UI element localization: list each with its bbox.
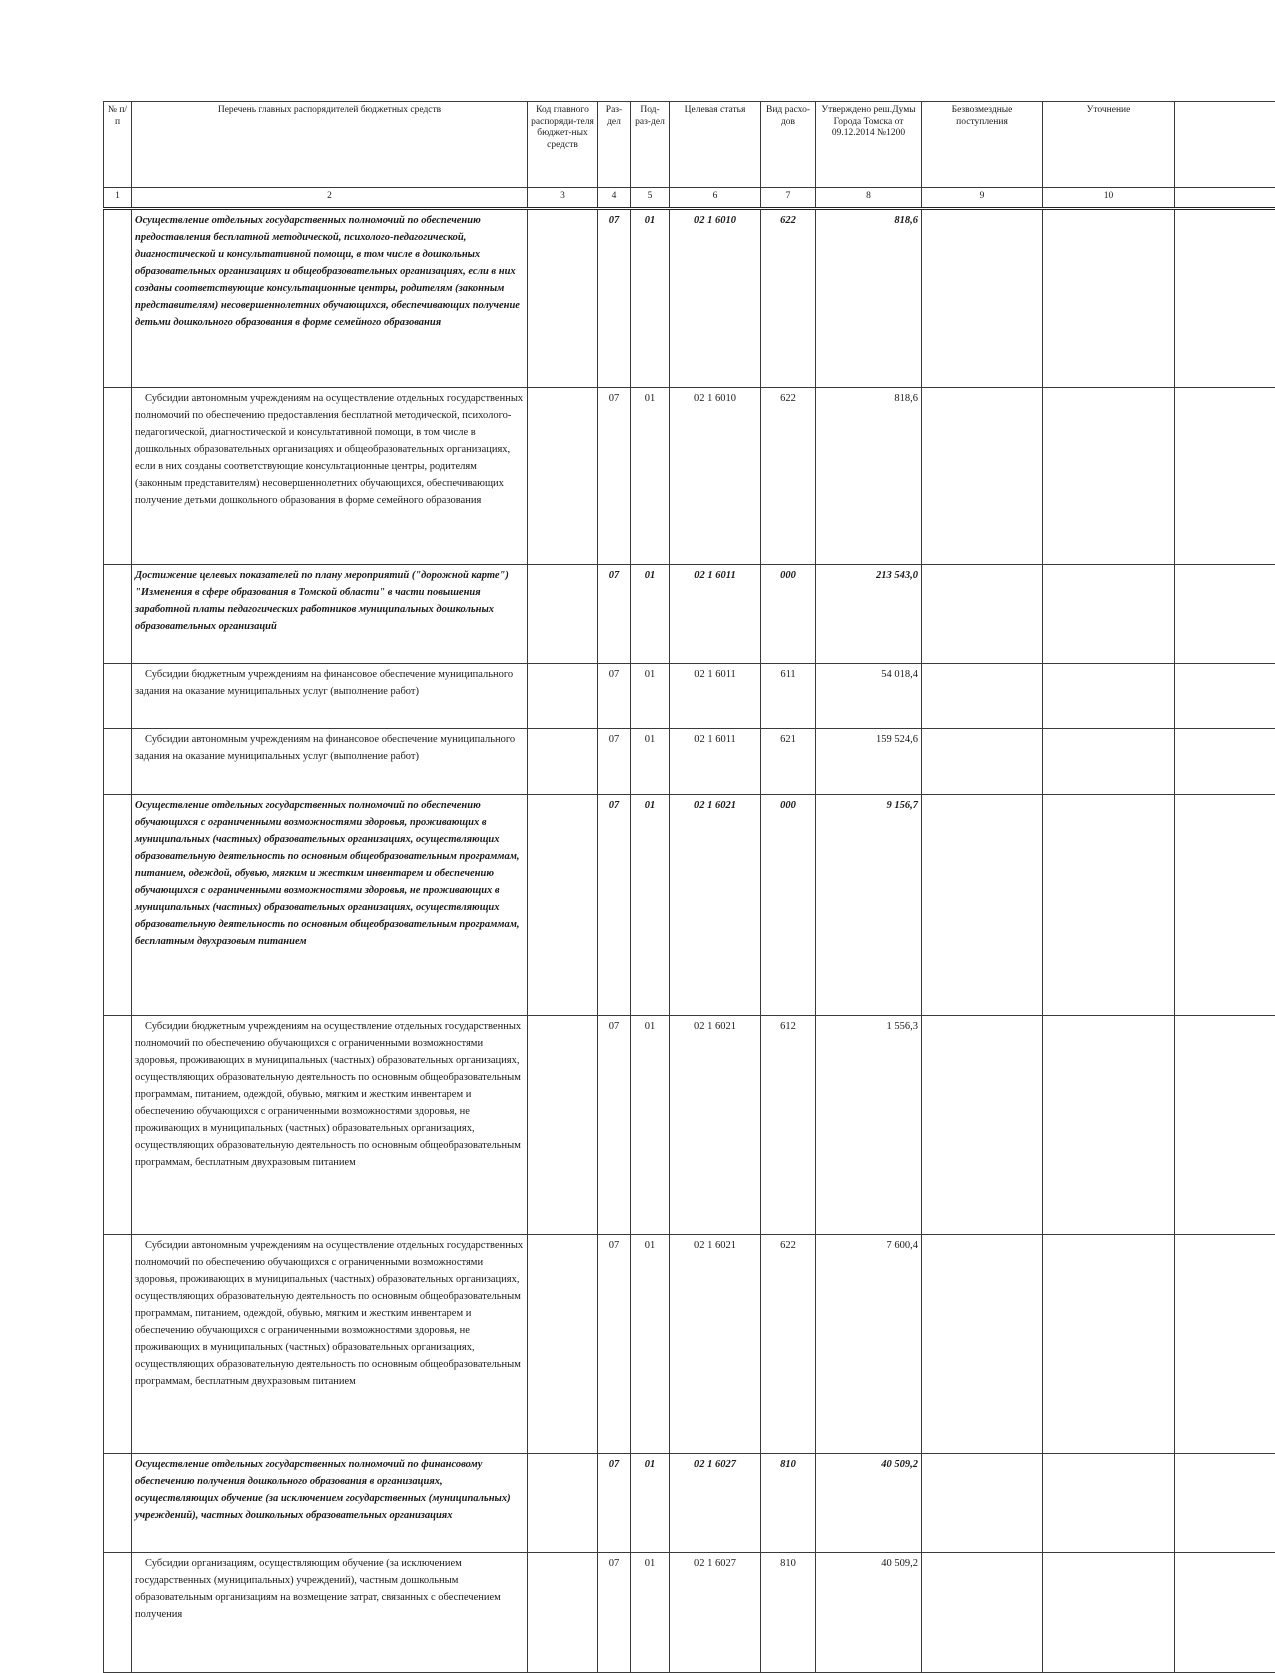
row-subsection: 01 [631, 795, 670, 1016]
row-subsection: 01 [631, 1454, 670, 1553]
row-name: Субсидии бюджетным учреждениям на финансовое обеспечение муниципального задания на оказание муниципальных услуг (выполнение работ) [132, 664, 528, 729]
budget-table [103, 101, 1275, 1673]
row-type: 622 [761, 388, 816, 565]
header-refinement: Уточнение [1043, 102, 1175, 188]
row-no [104, 209, 132, 388]
row-subsection: 01 [631, 1235, 670, 1454]
row-cutoff [1175, 729, 1275, 795]
row-target: 02 1 6027 [670, 1553, 761, 1673]
row-amount: 818,6 [816, 209, 922, 388]
row-grants [922, 565, 1043, 664]
row-subsection: 01 [631, 209, 670, 388]
row-no [104, 1454, 132, 1553]
row-no [104, 664, 132, 729]
table-row [104, 1235, 1275, 1454]
row-amount: 7 600,4 [816, 1235, 922, 1454]
row-cutoff [1175, 1235, 1275, 1454]
row-cutoff [1175, 664, 1275, 729]
table-row [104, 209, 1275, 388]
row-grants [922, 1553, 1043, 1673]
row-target: 02 1 6011 [670, 664, 761, 729]
table-row [104, 388, 1275, 565]
row-subsection: 01 [631, 388, 670, 565]
column-number-cutoff [1175, 188, 1275, 209]
row-subsection: 01 [631, 664, 670, 729]
column-number: 7 [761, 188, 816, 209]
table-row [104, 795, 1275, 1016]
row-no [104, 1235, 132, 1454]
row-target: 02 1 6010 [670, 209, 761, 388]
row-name: Субсидии организациям, осуществляющим обучение (за исключением государственных (муниципальных) учреждений), частным дошкольным образовательным организациям на возмещение затрат, связанных с обеспечением получения [132, 1553, 528, 1673]
row-refinement [1043, 664, 1175, 729]
row-section: 07 [598, 664, 631, 729]
row-refinement [1043, 1553, 1175, 1673]
table-row [104, 664, 1275, 729]
column-number: 6 [670, 188, 761, 209]
row-cutoff [1175, 565, 1275, 664]
row-type: 621 [761, 729, 816, 795]
row-target: 02 1 6021 [670, 1235, 761, 1454]
row-cutoff [1175, 388, 1275, 565]
row-grants [922, 729, 1043, 795]
row-target: 02 1 6011 [670, 729, 761, 795]
row-type: 810 [761, 1454, 816, 1553]
row-name: Достижение целевых показателей по плану мероприятий ("дорожной карте") "Изменения в сфере образования в Томской области" в части повышения заработной платы педагогических работников муниципальных дошкольных образовательных организаций [132, 565, 528, 664]
row-cutoff [1175, 1454, 1275, 1553]
row-subsection: 01 [631, 1553, 670, 1673]
row-code [528, 1016, 598, 1235]
row-type: 622 [761, 209, 816, 388]
column-number-row [104, 188, 1275, 209]
row-section: 07 [598, 1016, 631, 1235]
table-row [104, 1454, 1275, 1553]
row-refinement [1043, 388, 1175, 565]
header-section: Раз-дел [598, 102, 631, 188]
row-no [104, 795, 132, 1016]
row-amount: 40 509,2 [816, 1553, 922, 1673]
row-code [528, 209, 598, 388]
row-code [528, 565, 598, 664]
row-no [104, 729, 132, 795]
row-type: 810 [761, 1553, 816, 1673]
table-row [104, 729, 1275, 795]
row-no [104, 565, 132, 664]
row-refinement [1043, 1016, 1175, 1235]
row-target: 02 1 6027 [670, 1454, 761, 1553]
header-expense-type: Вид расхо-дов [761, 102, 816, 188]
table-row [104, 1016, 1275, 1235]
row-grants [922, 664, 1043, 729]
row-code [528, 729, 598, 795]
row-code [528, 795, 598, 1016]
row-cutoff [1175, 795, 1275, 1016]
row-target: 02 1 6011 [670, 565, 761, 664]
row-amount: 213 543,0 [816, 565, 922, 664]
row-section: 07 [598, 729, 631, 795]
row-refinement [1043, 795, 1175, 1016]
row-section: 07 [598, 388, 631, 565]
row-refinement [1043, 1454, 1175, 1553]
row-type: 612 [761, 1016, 816, 1235]
header-row [104, 102, 1275, 188]
row-section: 07 [598, 209, 631, 388]
row-cutoff [1175, 209, 1275, 388]
header-target: Целевая статья [670, 102, 761, 188]
row-refinement [1043, 565, 1175, 664]
row-amount: 9 156,7 [816, 795, 922, 1016]
row-refinement [1043, 209, 1175, 388]
row-code [528, 1454, 598, 1553]
row-amount: 1 556,3 [816, 1016, 922, 1235]
row-subsection: 01 [631, 565, 670, 664]
row-no [104, 388, 132, 565]
column-number: 2 [132, 188, 528, 209]
row-code [528, 1235, 598, 1454]
row-section: 07 [598, 1553, 631, 1673]
row-type: 611 [761, 664, 816, 729]
header-name: Перечень главных распорядителей бюджетных средств [132, 102, 528, 188]
header-cutoff-cell [1175, 102, 1275, 188]
header-no: № п/п [104, 102, 132, 188]
column-number: 9 [922, 188, 1043, 209]
row-no [104, 1016, 132, 1235]
header-code: Код главного распоряди-теля бюджет-ных средств [528, 102, 598, 188]
row-name: Субсидии автономным учреждениям на осуществление отдельных государственных полномочий по обеспечению обучающихся с ограниченными возможностями здоровья, проживающих в муниципальных (частных) образовательных организациях, осуществляющих образовательную деятельность по основным общеобразовательным программам, питанием, одеждой, обувью, мягким и жестким инвентарем и обеспечению обучающихся с ограниченными возможностями здоровья, не проживающих в муниципальных (частных) образовательных организациях, осуществляющих образовательную деятельность по основным общеобразовательным программам, бесплатным двухразовым питанием [132, 1235, 528, 1454]
row-code [528, 1553, 598, 1673]
row-name: Осуществление отдельных государственных полномочий по финансовому обеспечению получения дошкольного образования в организациях, осуществляющих обучение (за исключением государственных (муниципальных) учреждений), частных дошкольных образовательных организациях [132, 1454, 528, 1553]
row-amount: 818,6 [816, 388, 922, 565]
row-name: Субсидии бюджетным учреждениям на осуществление отдельных государственных полномочий по обеспечению обучающихся с ограниченными возможностями здоровья, проживающих в муниципальных (частных) образовательных организациях, осуществляющих образовательную деятельность по основным общеобразовательным программам, питанием, одеждой, обувью, мягким и жестким инвентарем и обеспечению обучающихся с ограниченными возможностями здоровья, не проживающих в муниципальных (частных) образовательных организациях, осуществляющих образовательную деятельность по основным общеобразовательным программам, бесплатным двухразовым питанием [132, 1016, 528, 1235]
row-grants [922, 209, 1043, 388]
row-target: 02 1 6010 [670, 388, 761, 565]
row-type: 622 [761, 1235, 816, 1454]
column-number: 1 [104, 188, 132, 209]
table-row [104, 1553, 1275, 1673]
row-type: 000 [761, 795, 816, 1016]
column-number: 5 [631, 188, 670, 209]
row-subsection: 01 [631, 1016, 670, 1235]
row-section: 07 [598, 795, 631, 1016]
column-number: 4 [598, 188, 631, 209]
row-name: Осуществление отдельных государственных полномочий по обеспечению предоставления бесплатной методической, психолого-педагогической, диагностической и консультативной помощи, в том числе в дошкольных образовательных организациях и общеобразовательных организациях, если в них созданы соответствующие консультационные центры, родителям (законным представителям) несовершеннолетних обучающихся, обеспечивающих получение детьми дошкольного образования в форме семейного образования [132, 209, 528, 388]
row-grants [922, 388, 1043, 565]
row-cutoff [1175, 1016, 1275, 1235]
row-grants [922, 1016, 1043, 1235]
column-number: 10 [1043, 188, 1175, 209]
column-number: 8 [816, 188, 922, 209]
row-refinement [1043, 1235, 1175, 1454]
row-name: Субсидии автономным учреждениям на осуществление отдельных государственных полномочий по обеспечению предоставления бесплатной методической, психолого-педагогической, диагностической и консультативной помощи, в том числе в дошкольных образовательных организациях и общеобразовательных организациях, если в них созданы соответствующие консультационные центры, родителям (законным представителям) несовершеннолетних обучающихся, обеспечивающих получение детьми дошкольного образования в форме семейного образования [132, 388, 528, 565]
row-section: 07 [598, 565, 631, 664]
row-target: 02 1 6021 [670, 1016, 761, 1235]
row-code [528, 664, 598, 729]
row-type: 000 [761, 565, 816, 664]
table-row [104, 565, 1275, 664]
row-amount: 54 018,4 [816, 664, 922, 729]
column-number: 3 [528, 188, 598, 209]
row-grants [922, 1454, 1043, 1553]
row-section: 07 [598, 1235, 631, 1454]
row-code [528, 388, 598, 565]
row-amount: 40 509,2 [816, 1454, 922, 1553]
header-grants: Безвозмездные поступления [922, 102, 1043, 188]
row-name: Субсидии автономным учреждениям на финансовое обеспечение муниципального задания на оказание муниципальных услуг (выполнение работ) [132, 729, 528, 795]
row-subsection: 01 [631, 729, 670, 795]
row-section: 07 [598, 1454, 631, 1553]
row-cutoff [1175, 1553, 1275, 1673]
row-grants [922, 795, 1043, 1016]
row-target: 02 1 6021 [670, 795, 761, 1016]
row-amount: 159 524,6 [816, 729, 922, 795]
row-refinement [1043, 729, 1175, 795]
header-approved: Утверждено реш.Думы Города Томска от 09.12.2014 №1200 [816, 102, 922, 188]
row-name: Осуществление отдельных государственных полномочий по обеспечению обучающихся с ограниченными возможностями здоровья, проживающих в муниципальных (частных) образовательных организациях, осуществляющих образовательную деятельность по основным общеобразовательным программам, питанием, одеждой, обувью, мягким и жестким инвентарем и обеспечению обучающихся с ограниченными возможностями здоровья, не проживающих в муниципальных (частных) образовательных организациях, осуществляющих образовательную деятельность по основным общеобразовательным программам, бесплатным двухразовым питанием [132, 795, 528, 1016]
header-subsection: Под-раз-дел [631, 102, 670, 188]
row-grants [922, 1235, 1043, 1454]
row-no [104, 1553, 132, 1673]
